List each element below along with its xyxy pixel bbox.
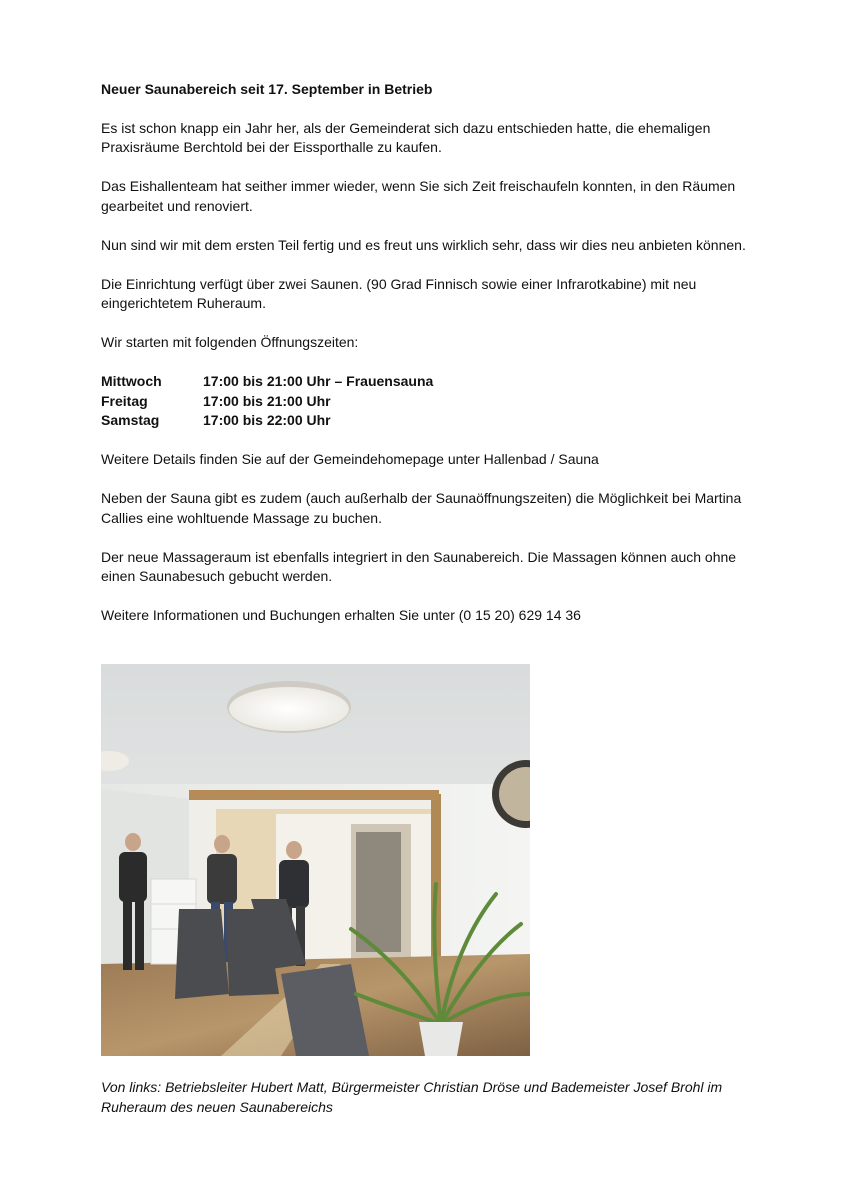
hours-time: 17:00 bis 21:00 Uhr – Frauensauna (203, 373, 434, 389)
hours-time: 17:00 bis 22:00 Uhr (203, 412, 331, 428)
photo-caption: Von links: Betriebsleiter Hubert Matt, Bürgermeister Christian Dröse und Bademeister Josef Brohl im Ruheraum des neuen Saunabereichs (101, 1079, 723, 1115)
paragraph: Das Eishallenteam hat seither immer wieder, wenn Sie sich Zeit freischaufeln konnten, in den Räumen gearbeitet und renoviert. (101, 178, 736, 214)
hours-row (101, 411, 761, 431)
hours-row (101, 392, 761, 412)
hours-row (101, 372, 761, 392)
paragraph: Wir starten mit folgenden Öffnungszeiten: (101, 334, 359, 350)
hours-day: Freitag (101, 392, 148, 409)
article-body (101, 80, 761, 645)
paragraph: Nun sind wir mit dem ersten Teil fertig und es freut uns wirklich sehr, dass wir dies neu anbieten können. (101, 236, 746, 253)
paragraph: Neben der Sauna gibt es zudem (auch außerhalb der Saunaöffnungszeiten) die Möglichkeit bei Martina Callies eine wohltuende Massage zu buchen. (101, 490, 742, 526)
paragraph: Der neue Massageraum ist ebenfalls integriert in den Saunabereich. Die Massagen können auch ohne einen Saunabesuch gebucht werden. (101, 548, 737, 584)
paragraph: Die Einrichtung verfügt über zwei Saunen. (90 Grad Finnisch sowie einer Infrarotkabine) mit neu eingerichtetem Ruheraum. (101, 275, 697, 311)
contact-paragraph: Weitere Informationen und Buchungen erhalten Sie unter (0 15 20) 629 14 36 (101, 607, 581, 623)
article-title: Neuer Saunabereich seit 17. September in Betrieb (101, 81, 433, 97)
hours-time: 17:00 bis 21:00 Uhr (203, 392, 331, 409)
hours-day: Mittwoch (101, 373, 162, 389)
opening-hours (101, 372, 761, 431)
hours-day: Samstag (101, 412, 160, 428)
paragraph: Es ist schon knapp ein Jahr her, als der Gemeinderat sich dazu entschieden hatte, die ehemaligen Praxisräume Berchtold bei der Eissporthalle zu kaufen. (101, 119, 711, 155)
sauna-rest-room-photo (101, 664, 530, 1056)
paragraph: Weitere Details finden Sie auf der Gemeindehomepage unter Hallenbad / Sauna (101, 451, 599, 467)
